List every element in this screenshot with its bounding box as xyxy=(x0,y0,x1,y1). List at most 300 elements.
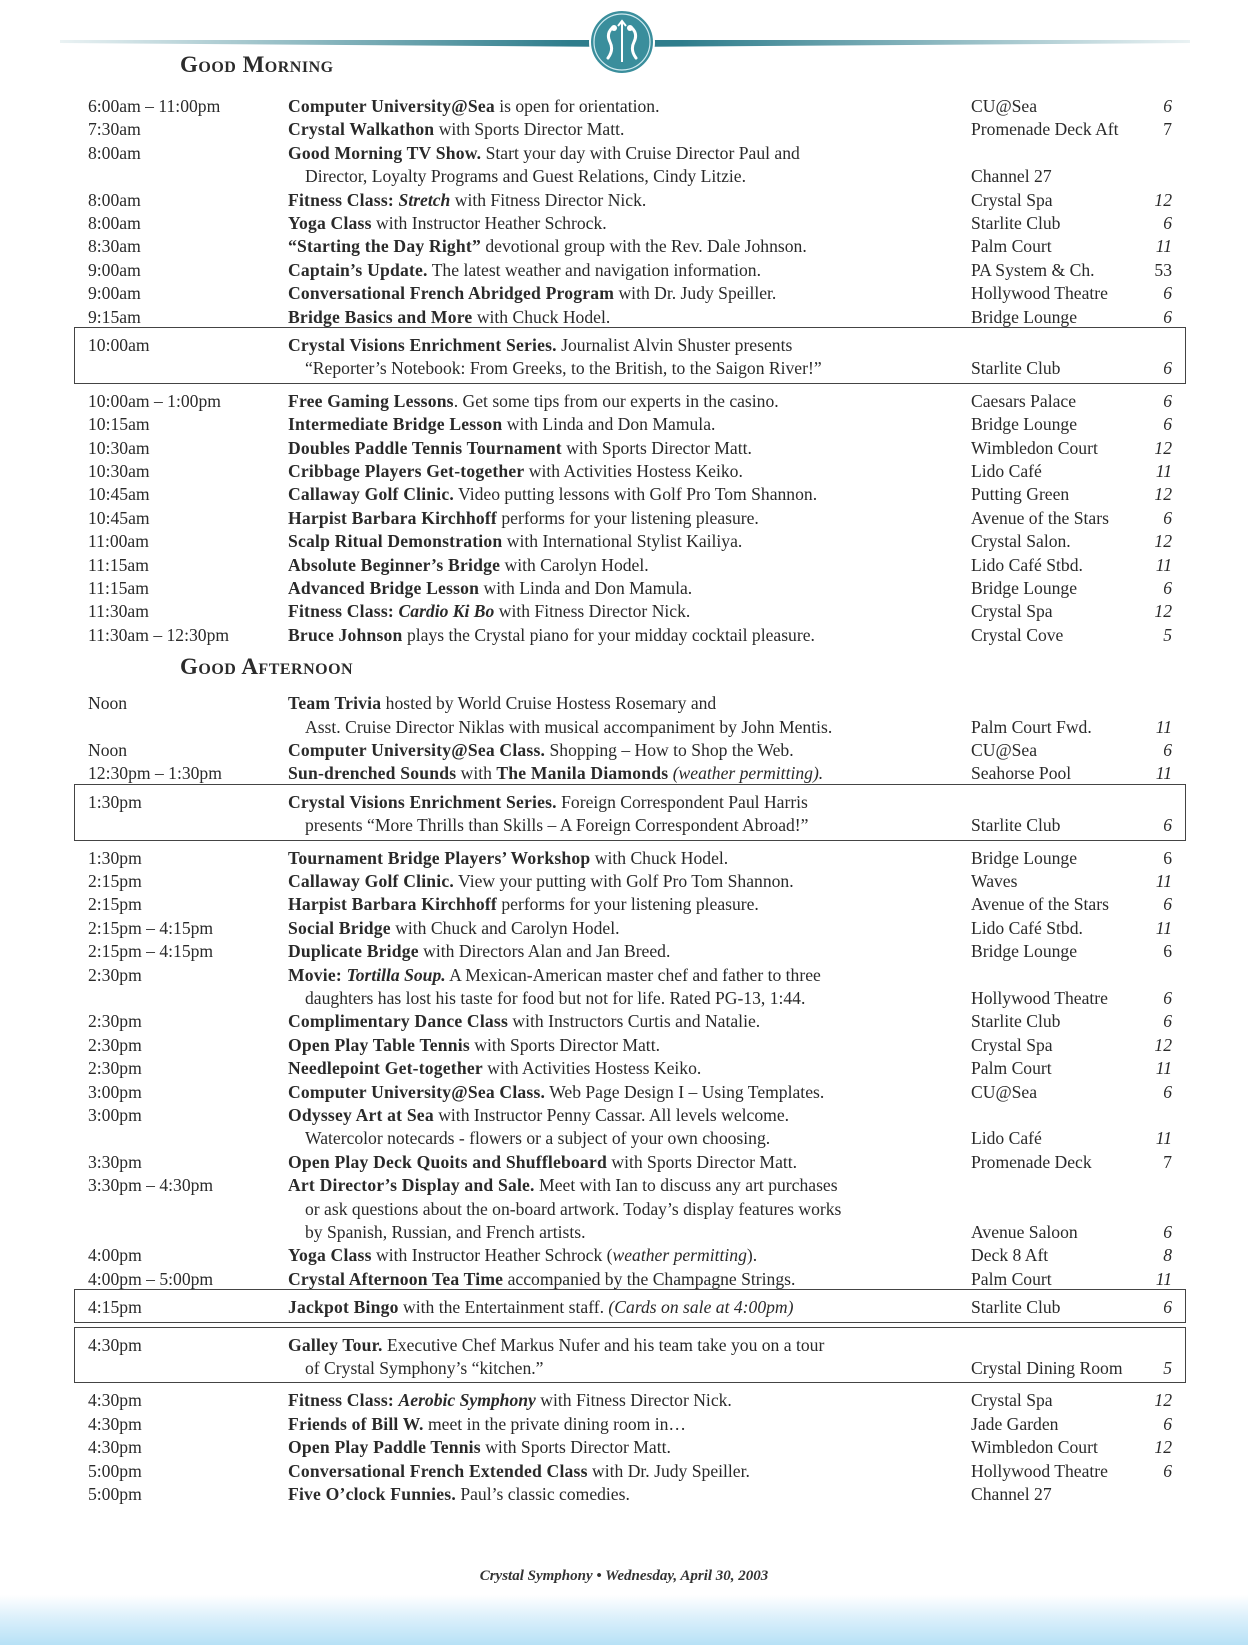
event-name: Harpist Barbara Kirchhoff xyxy=(288,894,497,915)
highlight-box xyxy=(74,1327,1186,1384)
event-detail: with Instructors Curtis and Natalie. xyxy=(508,1011,761,1032)
deck-number: 12 xyxy=(1154,531,1172,552)
event-detail: with Sports Director Matt. xyxy=(480,1437,671,1458)
deck-number: 6 xyxy=(1163,1011,1172,1032)
schedule-line xyxy=(0,529,1248,553)
event-detail: Meet with Ian to discuss any art purchases xyxy=(534,1175,838,1196)
event-time: 4:30pm xyxy=(88,1437,142,1458)
event-name: Free Gaming Lessons xyxy=(288,390,454,411)
event-detail: with Chuck and Carolyn Hodel. xyxy=(390,917,620,938)
event-detail: Journalist Alvin Shuster presents xyxy=(556,335,793,355)
schedule-line xyxy=(0,1150,1248,1174)
event-description xyxy=(288,141,800,165)
section-title-afternoon: Good Afternoon xyxy=(180,654,354,680)
schedule-line xyxy=(0,1435,1248,1459)
event-location: Jade Garden xyxy=(971,1413,1059,1434)
event-detail: is open for orientation. xyxy=(494,96,660,116)
event-detail: meet in the private dining room in… xyxy=(423,1413,686,1434)
event-detail: with the Entertainment staff. xyxy=(398,1297,609,1318)
event-description xyxy=(288,1150,797,1174)
event-name: Tournament Bridge Players’ Workshop xyxy=(288,847,591,868)
event-detail: A Mexican-American master chef and father to three xyxy=(445,964,821,985)
event-description xyxy=(288,1267,795,1291)
event-time: Noon xyxy=(88,740,128,760)
event-description xyxy=(288,211,607,235)
event-location: Starlite Club xyxy=(971,358,1061,379)
event-description xyxy=(288,436,752,460)
bottom-gradient-band xyxy=(0,1595,1248,1645)
event-location: Avenue of the Stars xyxy=(971,894,1109,915)
deck-number: 11 xyxy=(1155,716,1172,737)
event-time: 5:00pm xyxy=(88,1460,142,1481)
event-description xyxy=(288,1033,660,1057)
deck-number: 6 xyxy=(1163,1081,1172,1102)
event-location: Deck 8 Aft xyxy=(971,1245,1049,1266)
event-detail: Foreign Correspondent Paul Harris xyxy=(556,791,808,812)
event-detail: with Sports Director Matt. xyxy=(561,437,752,458)
event-location: CU@Sea xyxy=(971,740,1038,760)
event-detail: “Reporter’s Notebook: From Greeks, to the British, to the Saigon River!” xyxy=(305,358,822,379)
deck-number: 6 xyxy=(1163,988,1172,1008)
event-description xyxy=(288,939,670,963)
event-detail: with Sports Director Matt. xyxy=(606,1151,798,1172)
schedule-line xyxy=(0,963,1248,987)
event-location: CU@Sea xyxy=(971,1081,1038,1102)
event-location: Bridge Lounge xyxy=(971,941,1078,962)
event-detail: Video putting lessons with Golf Pro Tom Shannon. xyxy=(453,484,818,505)
event-description xyxy=(288,738,794,762)
event-name: Advanced Bridge Lesson xyxy=(288,578,480,598)
event-time: 1:30pm xyxy=(88,847,142,868)
schedule-line xyxy=(0,738,1248,762)
event-description xyxy=(288,869,794,893)
event-description xyxy=(288,1009,760,1033)
event-subtitle: Cardio Ki Bo xyxy=(398,601,495,622)
event-description xyxy=(288,258,761,282)
event-description xyxy=(288,1459,750,1483)
event-detail: daughters has lost his taste for food but not for life. Rated PG-13, 1:44. xyxy=(305,988,806,1008)
event-location: Crystal Dining Room xyxy=(971,1358,1123,1378)
event-name: Duplicate Bridge xyxy=(288,941,419,962)
event-name: The Manila Diamonds xyxy=(496,763,669,784)
event-detail: The latest weather and navigation information. xyxy=(427,259,761,280)
deck-number: 11 xyxy=(1155,461,1172,481)
event-detail: Shopping – How to Shop the Web. xyxy=(545,740,794,760)
event-time: 3:00pm xyxy=(88,1081,142,1102)
event-name: Odyssey Art at Sea xyxy=(288,1105,434,1125)
event-description xyxy=(288,1056,701,1080)
event-description xyxy=(288,412,715,436)
schedule-line xyxy=(0,305,1248,329)
event-description xyxy=(288,506,759,530)
event-detail: or ask questions about the on-board artwork. Today’s display features works xyxy=(305,1198,842,1219)
schedule-line xyxy=(0,553,1248,577)
event-detail: Paul’s classic comedies. xyxy=(455,1484,630,1504)
event-time: 10:15am xyxy=(88,414,150,435)
event-name: Movie: xyxy=(288,964,347,985)
schedule-line xyxy=(0,1220,1248,1244)
schedule-line xyxy=(0,916,1248,940)
deck-number: 7 xyxy=(1163,1151,1172,1172)
event-name: Yoga Class xyxy=(288,1245,372,1266)
event-detail: Watercolor notecards - flowers or a subject of your own choosing. xyxy=(305,1128,771,1149)
event-detail: presents “More Thrills than Skills – A Foreign Correspondent Abroad!” xyxy=(305,815,809,836)
event-detail: with Linda and Don Mamula. xyxy=(502,414,716,435)
deck-number: 5 xyxy=(1163,1358,1172,1378)
event-description xyxy=(288,389,779,413)
event-name: Complimentary Dance Class xyxy=(288,1011,509,1032)
event-description xyxy=(288,1482,630,1506)
event-name: Harpist Barbara Kirchhoff xyxy=(288,507,497,528)
event-detail: with Dr. Judy Speiller. xyxy=(587,1460,750,1481)
event-detail: by Spanish, Russian, and French artists. xyxy=(305,1222,586,1242)
event-detail: with Chuck Hodel. xyxy=(590,847,729,868)
schedule-line xyxy=(0,715,1248,739)
deck-number: 11 xyxy=(1155,917,1172,938)
deck-number: 12 xyxy=(1154,1390,1172,1411)
event-name: Bridge Basics and More xyxy=(288,306,473,327)
schedule-line xyxy=(0,623,1248,647)
event-detail: with Directors Alan and Jan Breed. xyxy=(418,941,671,962)
event-detail: ). xyxy=(746,1245,758,1266)
deck-number: 12 xyxy=(1154,484,1172,505)
event-time: 4:30pm xyxy=(88,1334,142,1355)
event-location: Promenade Deck Aft xyxy=(971,119,1119,140)
schedule-line xyxy=(0,436,1248,460)
deck-number: 5 xyxy=(1163,624,1172,645)
deck-number: 12 xyxy=(1154,189,1172,210)
schedule-line xyxy=(0,1173,1248,1197)
schedule-line xyxy=(0,211,1248,235)
event-name: Social Bridge xyxy=(288,917,391,938)
event-time: 2:15pm xyxy=(88,871,142,891)
schedule-line xyxy=(0,986,1248,1010)
schedule-line xyxy=(0,1056,1248,1080)
event-detail: Executive Chef Markus Nufer and his team take you on a tour xyxy=(382,1334,825,1355)
event-location: Bridge Lounge xyxy=(971,414,1078,435)
event-name: Needlepoint Get-together xyxy=(288,1058,483,1079)
event-description xyxy=(288,1388,732,1412)
event-time: 2:15pm xyxy=(88,894,142,915)
event-description xyxy=(288,1173,838,1197)
deck-number: 6 xyxy=(1163,1413,1172,1434)
deck-number: 12 xyxy=(1154,601,1172,622)
highlight-box xyxy=(74,784,1186,841)
deck-number: 12 xyxy=(1154,1437,1172,1458)
schedule-line xyxy=(0,892,1248,916)
event-time: 4:00pm – 5:00pm xyxy=(88,1268,214,1289)
section-title-morning: Good Morning xyxy=(180,52,334,77)
event-description xyxy=(305,1197,841,1221)
deck-number: 6 xyxy=(1163,306,1172,327)
event-description xyxy=(288,1243,757,1267)
schedule-line xyxy=(0,1243,1248,1267)
schedule-line xyxy=(0,412,1248,436)
event-note: weather permitting xyxy=(612,1245,747,1266)
event-detail: accompanied by the Champagne Strings. xyxy=(503,1268,796,1289)
event-location: Bridge Lounge xyxy=(971,306,1078,327)
event-description xyxy=(305,1220,586,1244)
event-detail: with International Stylist Kailiya. xyxy=(502,531,743,552)
event-description xyxy=(288,529,742,553)
event-time: 5:00pm xyxy=(88,1484,142,1504)
schedule-line xyxy=(0,1412,1248,1436)
event-time: 3:30pm xyxy=(88,1151,142,1172)
event-location: Crystal Spa xyxy=(971,189,1053,210)
event-detail: with Sports Director Matt. xyxy=(434,119,625,140)
event-detail: . Get some tips from our experts in the casino. xyxy=(453,390,779,411)
deck-number: 6 xyxy=(1163,578,1172,598)
schedule-line xyxy=(0,1009,1248,1033)
event-time: 2:15pm – 4:15pm xyxy=(88,917,214,938)
event-location: Hollywood Theatre xyxy=(971,283,1108,304)
event-time: 2:15pm – 4:15pm xyxy=(88,941,214,962)
event-subtitle: Aerobic Symphony xyxy=(398,1390,536,1411)
event-location: Avenue of the Stars xyxy=(971,507,1109,528)
event-location: Palm Court Fwd. xyxy=(971,716,1092,737)
schedule-line xyxy=(0,141,1248,165)
schedule-line xyxy=(0,281,1248,305)
schedule-line xyxy=(0,1197,1248,1221)
event-description xyxy=(288,691,716,715)
schedule-line xyxy=(0,869,1248,893)
event-time: Noon xyxy=(88,693,128,714)
deck-number: 6 xyxy=(1163,740,1172,760)
event-detail: with xyxy=(456,763,497,784)
event-name: Open Play Paddle Tennis xyxy=(288,1437,481,1458)
event-description xyxy=(288,599,690,623)
event-detail: with Linda and Don Mamula. xyxy=(479,578,693,598)
event-name: Doubles Paddle Tennis Tournament xyxy=(288,437,562,458)
event-description xyxy=(288,846,728,870)
schedule-line xyxy=(0,761,1248,785)
event-time: 2:30pm xyxy=(88,1034,142,1055)
event-name: Crystal Afternoon Tea Time xyxy=(288,1268,504,1289)
event-location: Crystal Spa xyxy=(971,1390,1053,1411)
deck-number: 11 xyxy=(1155,871,1172,891)
event-name: Crystal Visions Enrichment Series. xyxy=(288,791,557,812)
event-detail: View your putting with Golf Pro Tom Shannon. xyxy=(453,871,794,891)
event-location: Bridge Lounge xyxy=(971,578,1078,598)
event-name: Intermediate Bridge Lesson xyxy=(288,414,503,435)
schedule-line xyxy=(0,1126,1248,1150)
event-note: (weather permitting). xyxy=(668,763,824,784)
event-name: Conversational French Abridged Program xyxy=(288,283,615,304)
schedule-line xyxy=(0,117,1248,141)
event-detail: with Instructor Heather Schrock ( xyxy=(371,1245,613,1266)
event-time: 11:15am xyxy=(88,554,149,575)
event-detail: Web Page Design I – Using Templates. xyxy=(545,1081,825,1102)
event-location: Lido Café Stbd. xyxy=(971,554,1083,575)
event-name: Open Play Deck Quoits and Shuffleboard xyxy=(288,1151,607,1172)
event-name: Good Morning TV Show. xyxy=(288,142,482,163)
event-description xyxy=(288,482,817,506)
deck-number: 6 xyxy=(1163,815,1172,836)
event-name: Crystal Visions Enrichment Series. xyxy=(288,335,557,355)
event-location: Hollywood Theatre xyxy=(971,1460,1108,1481)
event-subtitle: Stretch xyxy=(398,189,451,210)
event-note: (Cards on sale at 4:00pm) xyxy=(608,1297,794,1318)
event-time: 10:00am – 1:00pm xyxy=(88,390,221,411)
event-description xyxy=(288,553,649,577)
event-description xyxy=(288,576,692,600)
event-name: Computer University@Sea xyxy=(288,96,495,116)
event-description xyxy=(305,164,746,188)
event-description xyxy=(288,623,815,647)
event-description xyxy=(288,761,823,785)
event-time: 4:00pm xyxy=(88,1245,142,1266)
event-location: Palm Court xyxy=(971,236,1052,257)
event-time: 8:30am xyxy=(88,236,141,257)
event-time: 9:00am xyxy=(88,259,141,280)
event-detail: plays the Crystal piano for your midday cocktail pleasure. xyxy=(402,624,815,645)
event-description xyxy=(288,281,776,305)
schedule-line xyxy=(0,1033,1248,1057)
event-name: Computer University@Sea Class. xyxy=(288,740,546,760)
event-location: Hollywood Theatre xyxy=(971,988,1108,1008)
event-name: “Starting the Day Right” xyxy=(288,236,481,257)
event-time: 1:30pm xyxy=(88,791,142,812)
deck-number: 12 xyxy=(1154,1034,1172,1055)
event-time: 4:30pm xyxy=(88,1390,142,1411)
event-description xyxy=(288,1103,789,1127)
event-location: Palm Court xyxy=(971,1058,1052,1079)
schedule-line xyxy=(0,1482,1248,1506)
footer-text: Crystal Symphony • Wednesday, April 30, 2003 xyxy=(479,1568,769,1584)
event-description xyxy=(288,188,646,212)
event-location: Crystal Spa xyxy=(971,1034,1053,1055)
event-detail: Asst. Cruise Director Niklas with musical accompaniment by John Mentis. xyxy=(305,716,833,737)
schedule-line xyxy=(0,482,1248,506)
schedule-line xyxy=(0,164,1248,188)
event-name: Team Trivia xyxy=(288,693,382,714)
event-name: Fitness Class: xyxy=(288,601,399,622)
event-detail: with Instructor Penny Cassar. All levels welcome. xyxy=(433,1105,790,1125)
event-time: 12:30pm – 1:30pm xyxy=(88,763,222,784)
event-description xyxy=(305,986,805,1010)
deck-number: 53 xyxy=(1154,259,1172,280)
event-location: Palm Court xyxy=(971,1268,1052,1289)
event-location: Waves xyxy=(971,871,1018,891)
event-description xyxy=(288,916,619,940)
event-detail: with Activities Hostess Keiko. xyxy=(482,1058,702,1079)
event-location: Avenue Saloon xyxy=(971,1222,1078,1242)
deck-number: 6 xyxy=(1163,847,1172,868)
deck-number: 6 xyxy=(1163,283,1172,304)
schedule-line xyxy=(0,258,1248,282)
event-detail: with Dr. Judy Speiller. xyxy=(614,283,777,304)
event-name: Crystal Walkathon xyxy=(288,119,435,140)
event-detail: with Fitness Director Nick. xyxy=(494,601,691,622)
deck-number: 7 xyxy=(1163,119,1172,140)
event-detail: with Sports Director Matt. xyxy=(469,1034,660,1055)
event-time: 6:00am – 11:00pm xyxy=(88,96,221,116)
schedule-line xyxy=(0,234,1248,258)
schedule-line xyxy=(0,1388,1248,1412)
event-description xyxy=(288,963,821,987)
event-detail: with Fitness Director Nick. xyxy=(450,189,647,210)
event-time: 2:30pm xyxy=(88,964,142,985)
event-location: Putting Green xyxy=(971,484,1070,505)
deck-number: 6 xyxy=(1163,941,1172,962)
event-time: 9:00am xyxy=(88,283,141,304)
event-name: Art Director’s Display and Sale. xyxy=(288,1175,535,1196)
deck-number: 6 xyxy=(1163,213,1172,233)
schedule-line xyxy=(0,599,1248,623)
event-location: Wimbledon Court xyxy=(971,1437,1098,1458)
event-location: Crystal Spa xyxy=(971,601,1053,622)
event-subtitle: Tortilla Soup. xyxy=(346,964,446,985)
event-name: Fitness Class: xyxy=(288,189,399,210)
schedule-line xyxy=(0,459,1248,483)
event-name: Friends of Bill W. xyxy=(288,1413,424,1434)
event-detail: performs for your listening pleasure. xyxy=(496,507,759,528)
event-location: PA System & Ch. xyxy=(971,259,1095,280)
schedule-line xyxy=(0,1103,1248,1127)
event-time: 8:00am xyxy=(88,142,141,163)
schedule-line xyxy=(0,506,1248,530)
event-description xyxy=(288,117,624,141)
event-name: Absolute Beginner’s Bridge xyxy=(288,554,501,575)
deck-number: 11 xyxy=(1155,1268,1172,1289)
event-time: 10:45am xyxy=(88,484,150,505)
event-detail: hosted by World Cruise Hostess Rosemary and xyxy=(381,693,717,714)
deck-number: 11 xyxy=(1155,236,1172,257)
deck-number: 11 xyxy=(1155,1128,1172,1149)
deck-number: 6 xyxy=(1163,358,1172,379)
event-detail: with Instructor Heather Schrock. xyxy=(371,213,607,233)
event-time: 10:30am xyxy=(88,461,150,481)
event-location: Wimbledon Court xyxy=(971,437,1098,458)
event-location: CU@Sea xyxy=(971,96,1038,116)
event-detail: with Chuck Hodel. xyxy=(472,306,611,327)
event-time: 4:30pm xyxy=(88,1413,142,1434)
schedule-line xyxy=(0,94,1248,118)
event-location: Crystal Cove xyxy=(971,624,1064,645)
event-detail: Director, Loyalty Programs and Guest Relations, Cindy Litzie. xyxy=(305,166,747,187)
event-time: 11:00am xyxy=(88,531,149,552)
deck-number: 6 xyxy=(1163,1297,1172,1318)
deck-number: 11 xyxy=(1155,1058,1172,1079)
event-location: Caesars Palace xyxy=(971,390,1077,411)
event-name: Galley Tour. xyxy=(288,1334,383,1355)
event-name: Callaway Golf Clinic. xyxy=(288,871,454,891)
event-time: 10:30am xyxy=(88,437,150,458)
event-location: Starlite Club xyxy=(971,1011,1061,1032)
event-description xyxy=(288,1412,686,1436)
deck-number: 11 xyxy=(1155,763,1172,784)
schedule-line xyxy=(0,389,1248,413)
deck-number: 12 xyxy=(1154,437,1172,458)
event-time: 7:30am xyxy=(88,119,141,140)
schedule-line xyxy=(0,188,1248,212)
event-time: 2:30pm xyxy=(88,1058,142,1079)
schedule-line xyxy=(0,1267,1248,1291)
event-time: 8:00am xyxy=(88,213,141,233)
schedule-line xyxy=(0,939,1248,963)
event-location: Channel 27 xyxy=(971,166,1052,187)
schedule-line xyxy=(0,1080,1248,1104)
event-name: Computer University@Sea Class. xyxy=(288,1081,546,1102)
event-name: Captain’s Update. xyxy=(288,259,428,280)
event-name: Scalp Ritual Demonstration xyxy=(288,531,503,552)
event-time: 11:30am xyxy=(88,601,149,622)
event-detail: with Activities Hostess Keiko. xyxy=(524,461,743,481)
event-description xyxy=(305,715,832,739)
deck-number: 6 xyxy=(1163,894,1172,915)
deck-number: 11 xyxy=(1155,554,1172,575)
event-description xyxy=(288,892,759,916)
